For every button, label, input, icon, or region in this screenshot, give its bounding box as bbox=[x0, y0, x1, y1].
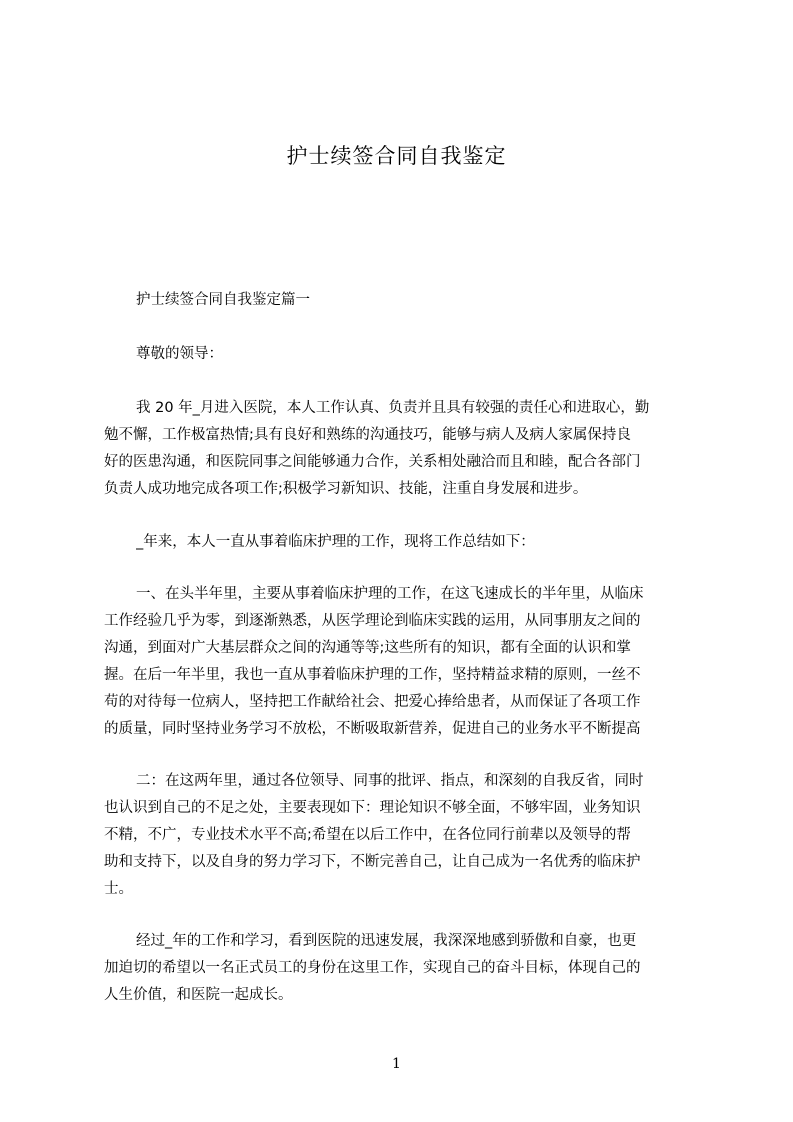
paragraph-5-line-2: 加迫切的希望以一名正式员工的身份在这里工作，实现自己的奋斗目标，体现自己的 bbox=[104, 960, 641, 976]
page-title: 护士续签合同自我鉴定 bbox=[286, 144, 507, 168]
paragraph-3-line-3: 沟通，到面对广大基层群众之间的沟通等等;这些所有的知识，都有全面的认识和掌 bbox=[104, 640, 631, 656]
paragraph-4-line-1: 二：在这两年里，通过各位领导、同事的批评、指点，和深刻的自我反省，同时 bbox=[136, 773, 644, 789]
paragraph-3-line-6: 的质量，同时坚持业务学习不放松，不断吸取新营养，促进自己的业务水平不断提高 bbox=[104, 721, 641, 737]
paragraph-5-line-3: 人生价值，和医院一起成长。 bbox=[104, 987, 293, 1003]
paragraph-3-line-5: 苟的对待每一位病人，坚持把工作献给社会、把爱心捧给患者，从而保证了各项工作 bbox=[104, 694, 641, 710]
paragraph-4-line-3: 不精，不广，专业技术水平不高;希望在以后工作中，在各位同行前辈以及领导的帮 bbox=[104, 827, 631, 843]
paragraph-5-line-1: 经过_年的工作和学习，看到医院的迅速发展，我深深地感到骄傲和自豪，也更 bbox=[136, 933, 637, 949]
paragraph-3-line-1: 一、在头半年里，主要从事着临床护理的工作，在这飞速成长的半年里，从临床 bbox=[136, 586, 644, 602]
paragraph-4-line-5: 士。 bbox=[104, 881, 133, 897]
paragraph-1-line-2: 勉不懈，工作极富热情;具有良好和熟练的沟通技巧，能够与病人及病人家属保持良 bbox=[104, 427, 631, 443]
paragraph-2-line-1: _年来，本人一直从事着临床护理的工作，现将工作总结如下： bbox=[136, 534, 535, 550]
paragraph-1-line-4: 负责人成功地完成各项工作;积极学习新知识、技能，注重自身发展和进步。 bbox=[104, 481, 588, 497]
paragraph-3-line-4: 握。在后一年半里，我也一直从事着临床护理的工作，坚持精益求精的原则，一丝不 bbox=[104, 667, 641, 683]
salutation: 尊敬的领导： bbox=[136, 346, 223, 362]
paragraph-3-line-2: 工作经验几乎为零，到逐渐熟悉，从医学理论到临床实践的运用，从同事朋友之间的 bbox=[104, 613, 641, 629]
paragraph-4-line-2: 也认识到自己的不足之处，主要表现如下：理论知识不够全面，不够牢固，业务知识 bbox=[104, 800, 641, 816]
paragraph-1-line-3: 好的医患沟通，和医院同事之间能够通力合作，关系相处融洽而且和睦，配合各部门 bbox=[104, 454, 641, 470]
paragraph-1-line-1: 我 20 年_月进入医院，本人工作认真、负责并且具有较强的责任心和进取心，勤 bbox=[136, 400, 650, 416]
section-heading: 护士续签合同自我鉴定篇一 bbox=[136, 292, 310, 308]
paragraph-4-line-4: 助和支持下，以及自身的努力学习下，不断完善自己，让自己成为一名优秀的临床护 bbox=[104, 854, 641, 870]
page-number: 1 bbox=[392, 1056, 401, 1072]
